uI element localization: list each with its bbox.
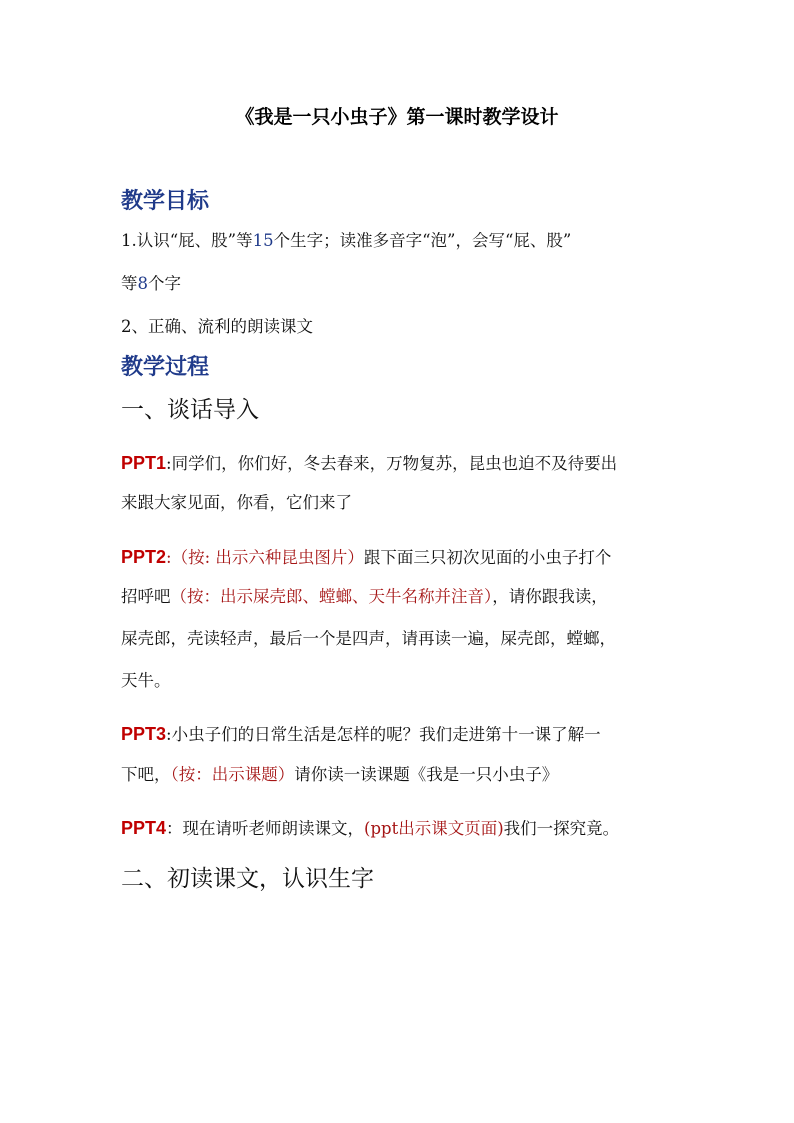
ppt2-red-note-2: （按：出示屎壳郎、螳螂、天牛名称并注音） [170, 587, 493, 606]
ppt1-line-2: 来跟大家见面，你看，它们来了 [121, 493, 352, 512]
ppt3-red-note: （按：出示课题） [170, 765, 295, 784]
goal-1-cont-a: 等 [121, 274, 138, 293]
ppt4-text-2: 我们一探究竟。 [503, 819, 620, 838]
ppt3-text-2a: 下吧， [121, 765, 171, 784]
ppt2-text-2b: ，请你跟我读， [492, 587, 608, 606]
ppt2-text-2a: 招呼吧 [121, 587, 171, 606]
ppt2-line-4: 天牛。 [121, 671, 171, 690]
document-title: 《我是一只小虫子》第一课时教学设计 [235, 106, 559, 128]
ppt3-tag: PPT3 [121, 724, 167, 744]
ppt2-line-1 [121, 545, 611, 570]
goal-1-cont-number: 8 [137, 274, 148, 293]
goal-1-number: 15 [252, 231, 274, 250]
goal-1-continuation [121, 272, 181, 296]
ppt2-line-2 [121, 585, 608, 609]
ppt2-text-1: 跟下面三只初次见面的小虫子打个 [363, 548, 612, 567]
ppt2-red-note-1: :（按: 出示六种昆虫图片） [166, 548, 364, 567]
goal-1-line [121, 229, 571, 253]
ppt4-text-1: ：现在请听老师朗读课文， [166, 819, 365, 838]
section-1-heading: 一、谈话导入 [121, 397, 259, 423]
ppt1-line-1 [121, 451, 617, 476]
goal-2-line: 2、正确、流利的朗读课文 [121, 317, 313, 336]
section-2-heading: 二、初读课文，认识生字 [121, 866, 374, 892]
ppt3-line-2 [121, 763, 558, 787]
ppt3-text-1: :小虫子们的日常生活是怎样的呢？我们走进第十一课了解一 [166, 725, 601, 744]
ppt2-line-3: 屎壳郎，壳读轻声，最后一个是四声，请再读一遍，屎壳郎，螳螂， [121, 629, 616, 648]
ppt1-tag: PPT1 [121, 453, 167, 473]
ppt4-line [121, 816, 619, 841]
ppt3-line-1 [121, 722, 601, 747]
ppt1-text-1: :同学们，你们好，冬去春来，万物复苏，昆虫也迫不及待要出 [166, 454, 618, 473]
ppt3-text-2b: 请你读一读课题《我是一只小虫子》 [294, 765, 559, 784]
process-heading: 教学过程 [121, 354, 210, 380]
goal-1-cont-c: 个字 [148, 274, 181, 293]
ppt2-tag: PPT2 [121, 547, 167, 567]
goal-1-text-a: 1.认识“屁、股”等 [121, 231, 253, 250]
goal-1-text-c: 个生字；读准多音字“泡”，会写“屁、股” [273, 231, 572, 250]
ppt4-red-note: (ppt出示课文页面) [364, 819, 504, 838]
goals-heading: 教学目标 [121, 188, 210, 214]
ppt4-tag: PPT4 [121, 818, 167, 838]
